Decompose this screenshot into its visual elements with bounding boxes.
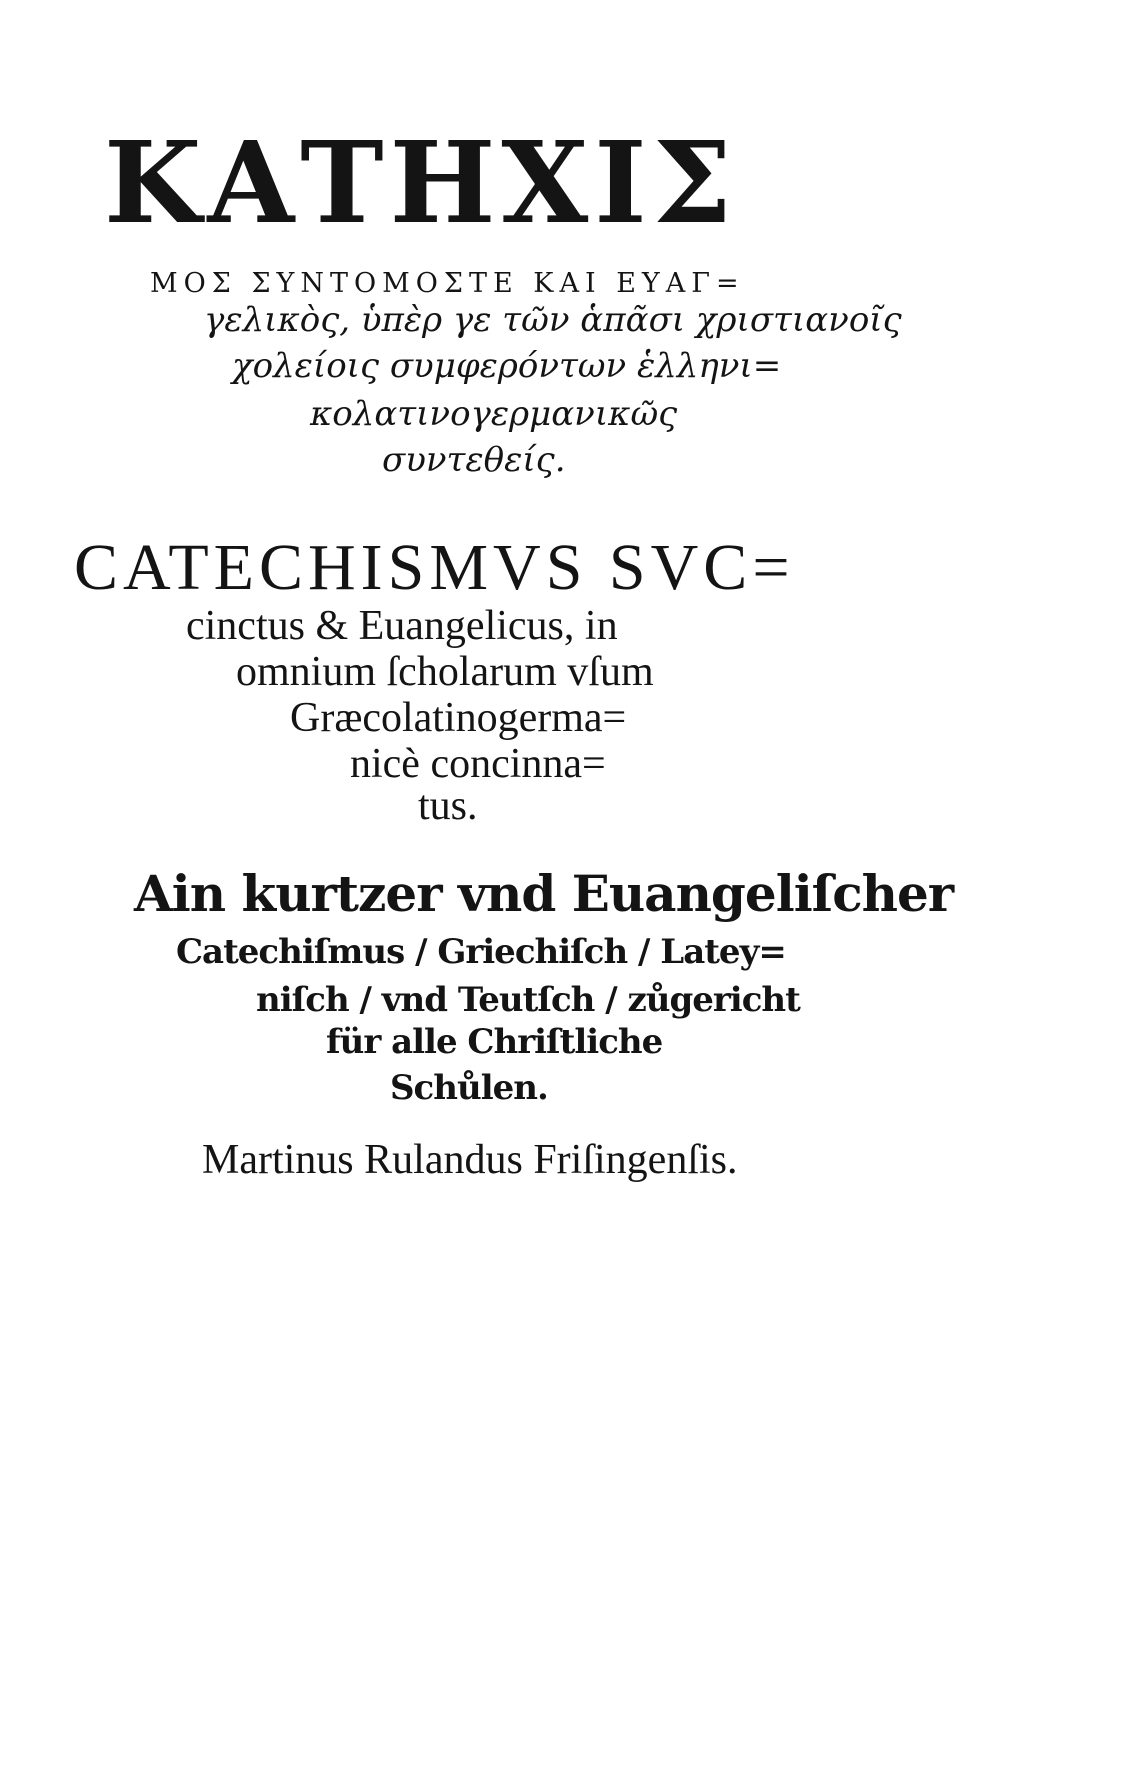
greek-title-line-1: ΜΟΣ ΣΥΝΤΟΜΟΣΤΕ ΚΑΙ ΕΥΑΓ= (150, 268, 745, 299)
greek-title-line-5: συντεθείς. (382, 440, 566, 480)
german-title-line-4: für alle Chriſtliche (326, 1022, 663, 1062)
latin-title-line-5: nicè concinna= (350, 741, 606, 787)
german-title-line-2: Catechiſmus / Griechiſch / Latey= (176, 932, 786, 972)
latin-title-line-4: Græcolatinogerma= (290, 695, 627, 741)
german-title-line-3: niſch / vnd Teutſch / zůgericht (256, 980, 800, 1020)
german-title-line-1: Ain kurtzer vnd Euangeliſcher (134, 864, 954, 923)
latin-title-line-3: omnium ſcholarum vſum (236, 649, 654, 695)
greek-title-line-4: κολατινογερμανικῶς (310, 394, 678, 434)
latin-title-line-6: tus. (418, 783, 478, 829)
author-line: Martinus Rulandus Friſingenſis. (202, 1137, 738, 1183)
greek-title-line-3: χολείοις συμφερόντων ἑλληνι= (232, 346, 782, 386)
greek-title-line-2: γελικὸς, ὑπὲρ γε τῶν ἁπᾶσι χριστιανοῖς (204, 300, 902, 340)
latin-title-line-2: cinctus & Euangelicus, in (186, 603, 618, 649)
german-title-line-5: Schůlen. (390, 1068, 548, 1108)
greek-title-heading: ΚΑΤΗΧΙΣ (104, 118, 738, 249)
latin-title-line-1: CATECHISMVS SVC= (74, 531, 795, 604)
